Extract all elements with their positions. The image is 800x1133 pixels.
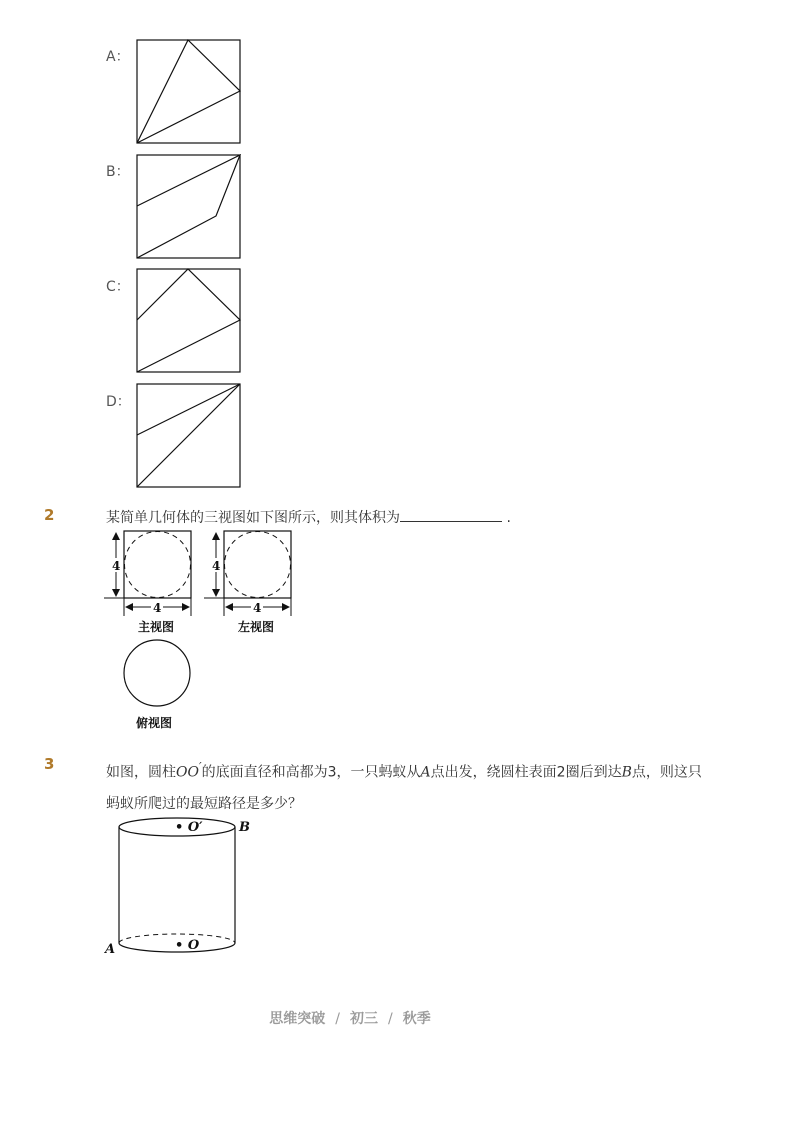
question-2-suffix: . — [506, 510, 511, 526]
front-view-width-label: 4 — [153, 601, 162, 615]
question-2-stem: 某简单几何体的三视图如下图所示，则其体积为 — [106, 510, 400, 526]
point-a-label: A — [105, 942, 116, 957]
side-view-figure — [204, 528, 300, 618]
side-view-height-label: 4 — [212, 559, 221, 573]
point-b-label: B — [239, 820, 250, 835]
front-view-figure — [104, 528, 200, 618]
question-2-number: 2 — [44, 506, 55, 524]
bottom-center-label: • O — [175, 938, 200, 953]
question-3-line-1: 如图，圆柱OO′的底面直径和高都为3，一只蚂蚁从A点出发，绕圆柱表面2圈后到达B点，则这只 — [106, 760, 702, 781]
math-point-b: B — [621, 764, 632, 781]
footer-part-2: 初三 — [350, 1011, 378, 1027]
option-d-figure — [136, 383, 242, 489]
top-center-label: • O′ — [175, 820, 203, 835]
page-footer: 思维突破 / 初三 / 秋季 — [269, 1011, 431, 1027]
side-view-width-label: 4 — [253, 601, 262, 615]
question-3-number: 3 — [44, 755, 55, 773]
footer-part-1: 思维突破 — [269, 1011, 326, 1027]
side-view-caption: 左视图 — [238, 620, 275, 634]
option-a-figure — [136, 39, 242, 145]
question-3-line-2: 蚂蚁所爬过的最短路径是多少？ — [106, 796, 302, 812]
front-view-caption: 主视图 — [138, 620, 175, 634]
option-b-figure — [136, 154, 242, 260]
math-oo: OO — [176, 764, 199, 781]
question-2-text — [106, 507, 511, 527]
option-b-label: B： — [106, 164, 130, 180]
front-view-height-label: 4 — [112, 559, 121, 573]
option-c-label: C： — [106, 279, 130, 295]
footer-part-3: 秋季 — [402, 1011, 431, 1027]
top-view-figure — [120, 636, 194, 710]
math-point-a: A — [420, 764, 431, 781]
cylinder-figure — [100, 814, 270, 960]
option-d-label: D： — [106, 394, 131, 410]
top-view-caption: 俯视图 — [136, 716, 173, 730]
option-a-label: A： — [106, 49, 130, 65]
answer-blank[interactable] — [400, 509, 502, 522]
option-c-figure — [136, 268, 242, 374]
